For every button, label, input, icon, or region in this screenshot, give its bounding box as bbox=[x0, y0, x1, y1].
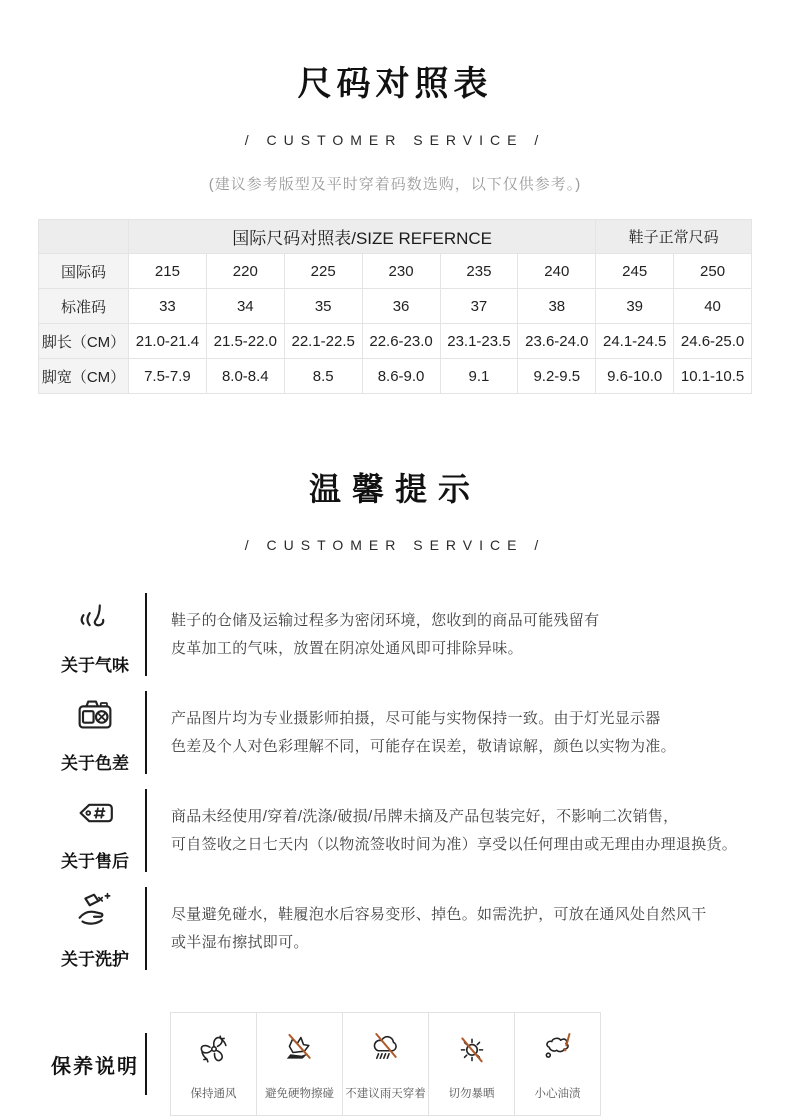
tip-odor-label: 关于气味 bbox=[61, 656, 129, 675]
row-label: 脚长（CM） bbox=[39, 324, 129, 359]
tip-washing-left bbox=[45, 887, 145, 970]
table-row bbox=[39, 359, 752, 394]
table-header-empty-cell bbox=[39, 220, 129, 254]
table-header-main: 国际尺码对照表/SIZE REFERNCE bbox=[129, 220, 596, 254]
tip-after-sales-label: 关于售后 bbox=[61, 852, 129, 871]
table-cell: 21.0-21.4 bbox=[129, 324, 207, 359]
row-label: 标准码 bbox=[39, 289, 129, 324]
tip-after-sales bbox=[0, 789, 790, 872]
table-cell: 8.6-9.0 bbox=[362, 359, 440, 394]
size-chart-note: (建议参考版型及平时穿着码数选购，以下仅供参考。) bbox=[208, 176, 582, 193]
tip-washing-text bbox=[147, 887, 762, 970]
tip-text-line: 皮革加工的气味，放置在阴凉处通风即可排除异味。 bbox=[171, 639, 523, 657]
table-cell: 9.2-9.5 bbox=[518, 359, 596, 394]
tip-text-line: 尽量避免碰水，鞋履泡水后容易变形、掉色。如需洗护，可放在通风处自然风干 bbox=[171, 905, 707, 923]
table-cell: 36 bbox=[362, 289, 440, 324]
table-cell: 240 bbox=[518, 254, 596, 289]
table-cell: 22.6-23.0 bbox=[362, 324, 440, 359]
row-label: 脚宽（CM） bbox=[39, 359, 129, 394]
table-cell: 34 bbox=[206, 289, 284, 324]
care-item-ventilation bbox=[170, 1012, 257, 1116]
table-cell: 23.1-23.5 bbox=[440, 324, 518, 359]
tip-text-line: 商品未经使用/穿着/洗涤/破损/吊牌未摘及产品包装完好，不影响二次销售， bbox=[171, 807, 679, 825]
tip-color-difference bbox=[0, 691, 790, 774]
tip-text-line: 或半湿布擦拭即可。 bbox=[171, 933, 309, 951]
fan-icon bbox=[192, 1027, 236, 1076]
tip-text-line: 可自签收之日七天内（以物流签收时间为准）享受以任何理由或无理由办理退换货。 bbox=[171, 835, 738, 853]
table-row bbox=[39, 324, 752, 359]
care-item-no-sun bbox=[428, 1012, 515, 1116]
care-item-no-hard-scrape bbox=[256, 1012, 343, 1116]
table-cell: 10.1-10.5 bbox=[674, 359, 752, 394]
table-cell: 225 bbox=[284, 254, 362, 289]
table-cell: 245 bbox=[596, 254, 674, 289]
no-sun-icon bbox=[450, 1027, 494, 1076]
tip-after-sales-left bbox=[45, 789, 145, 872]
table-cell: 24.6-25.0 bbox=[674, 324, 752, 359]
camera-icon bbox=[71, 691, 119, 744]
care-item-label: 避免硬物擦碰 bbox=[265, 1088, 334, 1100]
care-left bbox=[45, 1050, 145, 1079]
care-section bbox=[0, 1012, 790, 1116]
table-cell: 9.6-10.0 bbox=[596, 359, 674, 394]
tips-title: 温馨提示 bbox=[308, 471, 481, 507]
table-header-row bbox=[39, 220, 752, 254]
tip-after-sales-text bbox=[147, 789, 762, 872]
tip-color-left bbox=[45, 691, 145, 774]
table-cell: 250 bbox=[674, 254, 752, 289]
size-reference-table bbox=[38, 219, 752, 394]
table-cell: 235 bbox=[440, 254, 518, 289]
tips-subtitle: / CUSTOMER SERVICE / bbox=[244, 537, 546, 553]
no-rain-icon bbox=[364, 1027, 408, 1076]
tip-odor bbox=[0, 593, 790, 676]
care-item-label: 不建议雨天穿着 bbox=[345, 1088, 426, 1100]
tip-washing-care bbox=[0, 887, 790, 970]
care-item-label: 保持通风 bbox=[190, 1088, 237, 1100]
table-cell: 39 bbox=[596, 289, 674, 324]
tag-icon bbox=[71, 789, 119, 842]
table-cell: 23.6-24.0 bbox=[518, 324, 596, 359]
table-cell: 40 bbox=[674, 289, 752, 324]
table-cell: 7.5-7.9 bbox=[129, 359, 207, 394]
tip-color-text bbox=[147, 691, 762, 774]
row-label: 国际码 bbox=[39, 254, 129, 289]
tip-color-label: 关于色差 bbox=[61, 754, 129, 773]
tip-odor-text bbox=[147, 593, 762, 676]
care-divider bbox=[145, 1033, 147, 1095]
care-item-oil-stain bbox=[514, 1012, 601, 1116]
care-item-no-rain bbox=[342, 1012, 429, 1116]
size-chart-title: 尺码对照表 bbox=[297, 65, 493, 103]
size-chart-subtitle: / CUSTOMER SERVICE / bbox=[244, 132, 546, 148]
wash-icon bbox=[71, 887, 119, 940]
table-cell: 38 bbox=[518, 289, 596, 324]
table-row bbox=[39, 289, 752, 324]
oil-stain-icon bbox=[536, 1027, 580, 1076]
tip-text-line: 色差及个人对色彩理解不同，可能存在误差，敬请谅解，颜色以实物为准。 bbox=[171, 737, 676, 755]
table-cell: 9.1 bbox=[440, 359, 518, 394]
tip-text-line: 鞋子的仓储及运输过程多为密闭环境，您收到的商品可能残留有 bbox=[171, 611, 600, 629]
care-item-label: 切勿暴晒 bbox=[448, 1088, 495, 1100]
table-header-right: 鞋子正常尺码 bbox=[596, 220, 752, 254]
table-cell: 37 bbox=[440, 289, 518, 324]
table-cell: 21.5-22.0 bbox=[206, 324, 284, 359]
table-cell: 230 bbox=[362, 254, 440, 289]
tip-odor-left bbox=[45, 593, 145, 676]
table-cell: 33 bbox=[129, 289, 207, 324]
care-boxes bbox=[171, 1012, 601, 1116]
table-cell: 215 bbox=[129, 254, 207, 289]
tips-list bbox=[0, 593, 790, 970]
table-cell: 22.1-22.5 bbox=[284, 324, 362, 359]
table-cell: 24.1-24.5 bbox=[596, 324, 674, 359]
table-cell: 220 bbox=[206, 254, 284, 289]
smell-icon bbox=[71, 593, 119, 646]
no-hard-scrape-icon bbox=[278, 1027, 322, 1076]
care-item-label: 小心油渍 bbox=[534, 1088, 581, 1100]
table-cell: 8.0-8.4 bbox=[206, 359, 284, 394]
tip-text-line: 产品图片均为专业摄影师拍摄，尽可能与实物保持一致。由于灯光显示器 bbox=[171, 709, 661, 727]
tip-washing-label: 关于洗护 bbox=[61, 950, 129, 969]
table-row bbox=[39, 254, 752, 289]
table-cell: 8.5 bbox=[284, 359, 362, 394]
care-section-label: 保养说明 bbox=[51, 1055, 139, 1078]
table-cell: 35 bbox=[284, 289, 362, 324]
